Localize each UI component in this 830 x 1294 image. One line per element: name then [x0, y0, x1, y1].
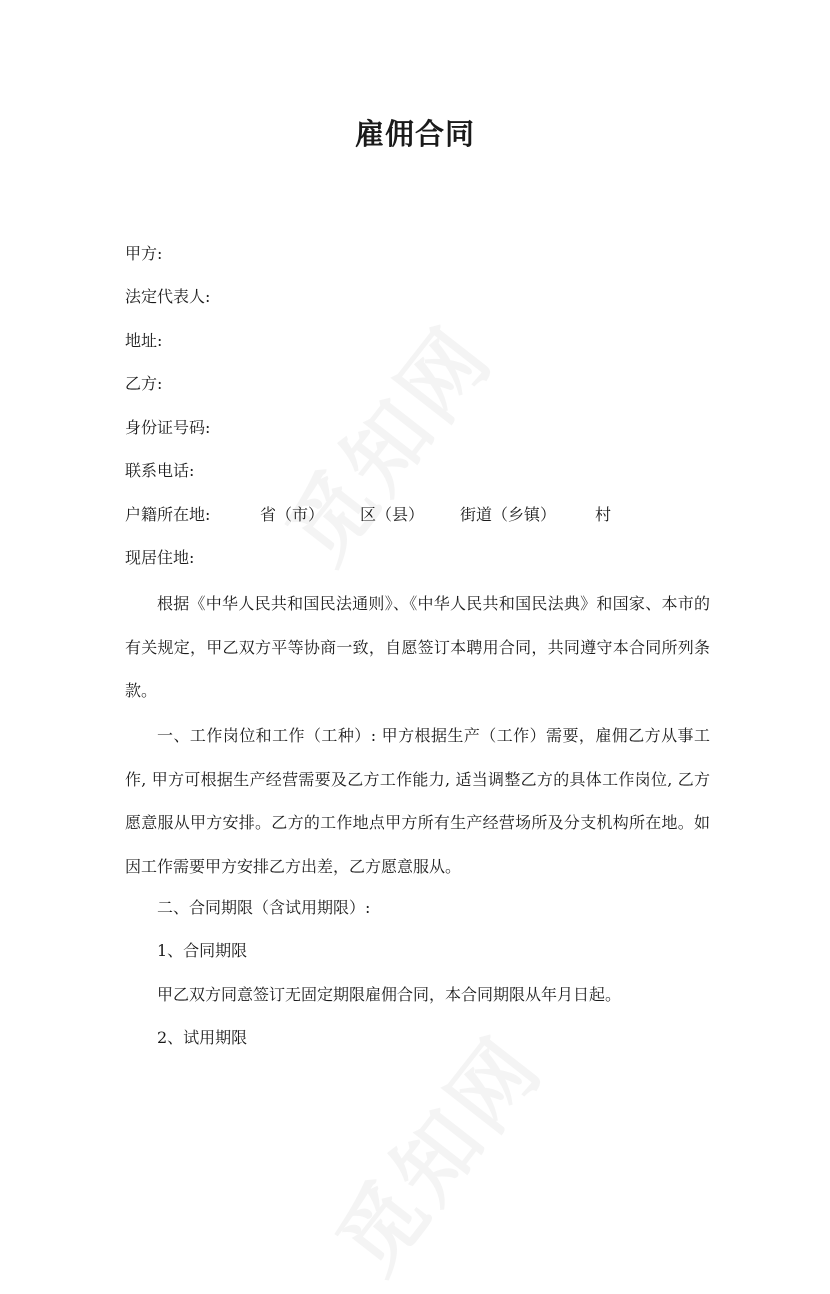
document-title: 雇佣合同 [354, 117, 475, 151]
item-2-heading: 2、试用期限 [157, 1028, 248, 1047]
section-2-heading: 二、合同期限（含试用期限）: [157, 898, 371, 917]
field-household [125, 504, 725, 526]
household-street: 街道（乡镇） [460, 505, 557, 524]
item-1-text: 甲乙双方同意签订无固定期限雇佣合同，本合同期限从年月日起。 [157, 985, 622, 1004]
field-party-a: 甲方: [125, 244, 163, 263]
field-legal-rep: 法定代表人: [125, 287, 211, 306]
household-label: 户籍所在地: [125, 505, 211, 524]
section-1-paragraph: 一、工作岗位和工作（工种）: 甲方根据生产（工作）需要，雇佣乙方从事工作, 甲方可根据生产经营需要及乙方工作能力, 适当调整乙方的具体工作岗位, 乙方愿意服从甲方安排。乙方的工作地点甲方所有生产经营场所及分支机构所在地。如因工作需要甲方安排乙方出差，乙方愿意服从。 [125, 726, 710, 876]
watermark-bottom [304, 1007, 566, 1294]
watermark [254, 297, 516, 584]
item-1-heading: 1、合同期限 [157, 941, 248, 960]
household-district: 区（县） [360, 505, 425, 524]
field-party-b: 乙方: [125, 374, 163, 393]
household-village: 村 [595, 505, 612, 524]
field-phone: 联系电话: [125, 461, 195, 480]
intro-paragraph: 根据《中华人民共和国民法通则》、《中华人民共和国民法典》和国家、本市的有关规定，甲乙双方平等协商一致，自愿签订本聘用合同，共同遵守本合同所列条款。 [125, 594, 710, 700]
field-residence: 现居住地: [125, 548, 195, 567]
household-province: 省（市） [260, 505, 325, 524]
field-id-number: 身份证号码: [125, 418, 211, 437]
field-address: 地址: [125, 331, 163, 350]
